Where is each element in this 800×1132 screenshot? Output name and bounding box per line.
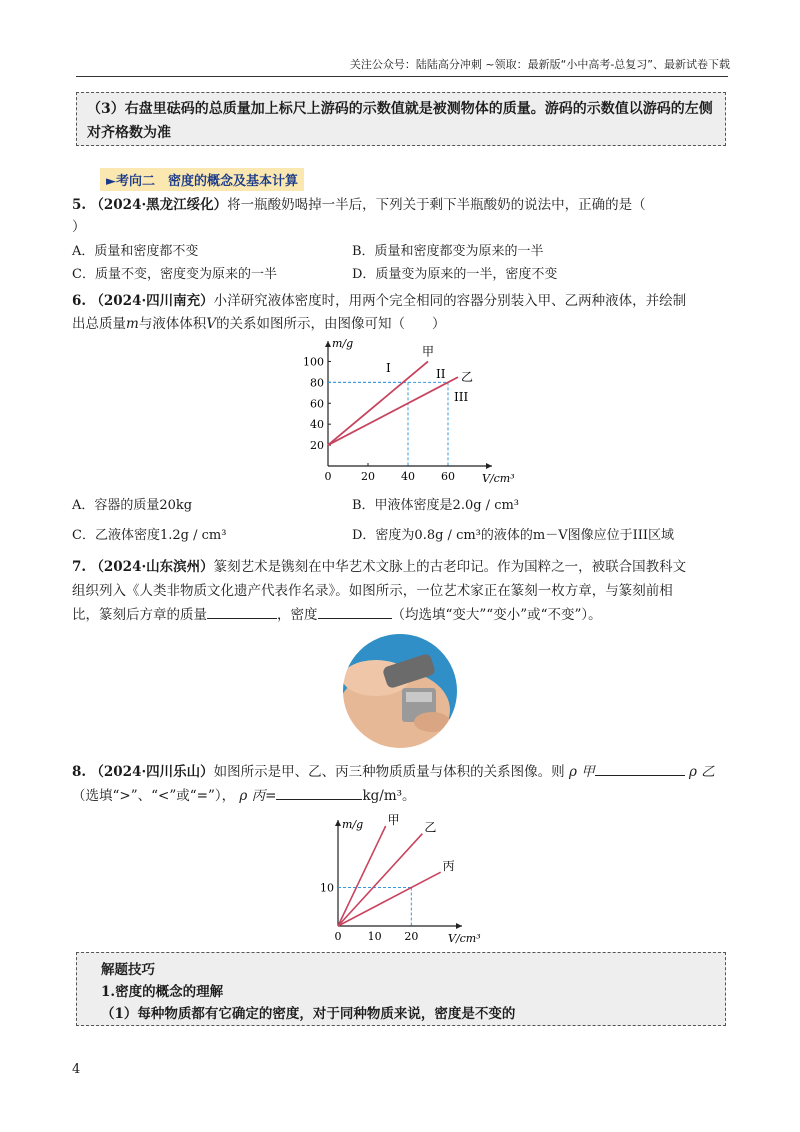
- y-tick-label: 80: [310, 376, 324, 390]
- x-tick-label: 10: [367, 930, 382, 943]
- series-label-1: 甲: [387, 813, 400, 827]
- page-number: 4: [72, 1062, 81, 1077]
- question-7-stem-line1: 篆刻艺术是镌刻在中华艺术文脉上的古老印记。作为国粹之一，被联合国教科文: [213, 559, 687, 575]
- series-line-3: [338, 872, 441, 926]
- x-tick-label: 0: [324, 470, 332, 483]
- q6-stem2-part-b: 与液体体积: [138, 316, 207, 332]
- question-5-option-c[interactable]: C．质量不变，密度变为原来的一半: [72, 267, 277, 282]
- series-label-2: 乙: [461, 370, 474, 385]
- q7-stem3-part-b: ，密度: [277, 607, 318, 623]
- q8-blank-density[interactable]: [276, 785, 362, 800]
- q8-rho-yi: ρ 乙: [689, 764, 715, 780]
- region-label-ii: II: [436, 367, 446, 382]
- question-8-source: （2024·四川乐山）: [90, 764, 214, 780]
- question-7-stem-line2: 组织列入《人类非物质文化遗产代表作名录》。如图所示，一位艺术家正在篆刻一枚方章，与篆刻前相: [72, 583, 673, 599]
- x-tick-label: 40: [401, 470, 415, 483]
- question-8-line2: [72, 784, 732, 808]
- series-line-1: [338, 826, 386, 926]
- x-tick-label: 0: [334, 930, 342, 943]
- x-tick-label: 20: [361, 470, 375, 483]
- header-divider: [76, 76, 728, 77]
- question-5-number: 5.: [72, 197, 87, 213]
- y-axis-label: m/g: [342, 818, 364, 831]
- q7-stem3-part-c: （均选填“变大”“变小”或“不变”）。: [391, 607, 602, 623]
- series-label-2: 乙: [424, 820, 437, 835]
- question-5-option-b[interactable]: B．质量和密度都变为原来的一半: [352, 244, 544, 259]
- question-5: [72, 193, 732, 217]
- question-6-option-a[interactable]: A．容器的质量20kg: [72, 498, 193, 513]
- question-5-stem-end: ）: [72, 219, 86, 235]
- q8-stem1: 如图所示是甲、乙、丙三种物质质量与体积的关系图像。则: [213, 764, 565, 780]
- q8-mass-volume-chart: [308, 808, 488, 948]
- question-6-stem-line2: [72, 312, 732, 336]
- y-axis-arrow: [325, 341, 331, 347]
- y-tick-label: 60: [310, 397, 324, 411]
- y-axis-arrow: [335, 820, 341, 826]
- x-axis-arrow: [456, 923, 462, 929]
- q6-mass-volume-chart: [290, 336, 515, 491]
- question-7-stem-line3: [72, 603, 732, 627]
- series-line-1: [328, 361, 428, 445]
- question-6-option-b[interactable]: B．甲液体密度是2.0g / cm³: [352, 498, 520, 513]
- q6-stem2-part-c: 的关系如图所示，由图像可知（ ）: [216, 316, 446, 332]
- page-header: 关注公众号：陆陆高分冲刺 ~领取：最新版“小中高考-总复习”、最新试卷下载: [349, 58, 730, 71]
- x-tick-label: 20: [404, 930, 419, 943]
- q8-rho-bing: ρ 丙=: [239, 788, 277, 804]
- q6-symbol-m: m: [126, 316, 139, 332]
- question-8: [72, 760, 752, 784]
- q8-stem2-part-a: （选填“>”、“<”或“=”），: [72, 788, 236, 804]
- x-axis-label: V/cm³: [482, 472, 515, 485]
- q8-stem2-part-b: kg/m³。: [362, 788, 416, 804]
- question-6-number: 6.: [72, 293, 87, 309]
- section-title: ►考向二 密度的概念及基本计算: [100, 168, 304, 191]
- q7-blank-mass[interactable]: [207, 604, 277, 619]
- question-5-stem: 将一瓶酸奶喝掉一半后，下列关于剩下半瓶酸奶的说法中，正确的是（: [227, 197, 646, 213]
- question-6-source: （2024·四川南充）: [90, 293, 214, 309]
- x-axis-label: V/cm³: [448, 932, 481, 945]
- tip-box-bottom: [76, 952, 726, 1026]
- x-tick-label: 60: [441, 470, 455, 483]
- seal-carving-photo: [336, 630, 464, 752]
- q7-stem3-part-a: 比，篆刻后方章的质量: [72, 607, 207, 623]
- q8-blank-compare[interactable]: [595, 761, 685, 776]
- tip-box-bottom-line2: （1）每种物质都有它确定的密度，对于同种物质来说，密度是不变的: [101, 1006, 516, 1022]
- question-5-option-d[interactable]: D．质量变为原来的一半，密度不变: [352, 267, 558, 282]
- x-axis-arrow: [486, 463, 492, 469]
- region-label-iii: III: [454, 390, 469, 405]
- series-line-2: [338, 834, 422, 926]
- tip-box-top: [76, 92, 726, 146]
- y-tick-label: 40: [310, 418, 324, 432]
- series-label-1: 甲: [422, 344, 435, 359]
- question-6-stem-line1: 小洋研究液体密度时，用两个完全相同的容器分别装入甲、乙两种液体，并绘制: [213, 293, 687, 309]
- y-tick-label: 100: [303, 355, 324, 369]
- tip-box-top-text: （3）右盘里砝码的总质量加上标尺上游码的示数值就是被测物体的质量。游码的示数值以游码的左侧对齐格数为准: [87, 101, 713, 141]
- question-5-option-a[interactable]: A．质量和密度都不变: [72, 244, 199, 259]
- tip-box-bottom-title: 解题技巧: [101, 962, 155, 978]
- q6-stem2-part-a: 出总质量: [72, 316, 126, 332]
- series-label-3: 丙: [442, 859, 455, 874]
- q6-symbol-v: V: [206, 316, 217, 332]
- question-5-source: （2024·黑龙江绥化）: [90, 197, 228, 213]
- question-7-number: 7.: [72, 559, 87, 575]
- q8-rho-jia: ρ 甲: [568, 764, 595, 780]
- question-6-option-c[interactable]: C．乙液体密度1.2g / cm³: [72, 528, 227, 543]
- question-8-number: 8.: [72, 764, 87, 780]
- y-tick-label: 20: [310, 439, 324, 453]
- tip-box-bottom-line1: 1.密度的概念的理解: [101, 984, 224, 1000]
- y-axis-label: m/g: [332, 337, 354, 350]
- question-7: [72, 555, 732, 579]
- region-label-i: I: [386, 360, 391, 375]
- seal-surface: [406, 692, 432, 702]
- question-7-source: （2024·山东滨州）: [90, 559, 214, 575]
- series-line-2: [328, 377, 458, 445]
- y-tick-label: 10: [320, 881, 334, 895]
- question-6: [72, 289, 732, 313]
- question-6-option-d[interactable]: D．密度为0.8g / cm³的液体的m－V图像应位于III区域: [352, 528, 675, 543]
- q7-blank-density[interactable]: [318, 604, 392, 619]
